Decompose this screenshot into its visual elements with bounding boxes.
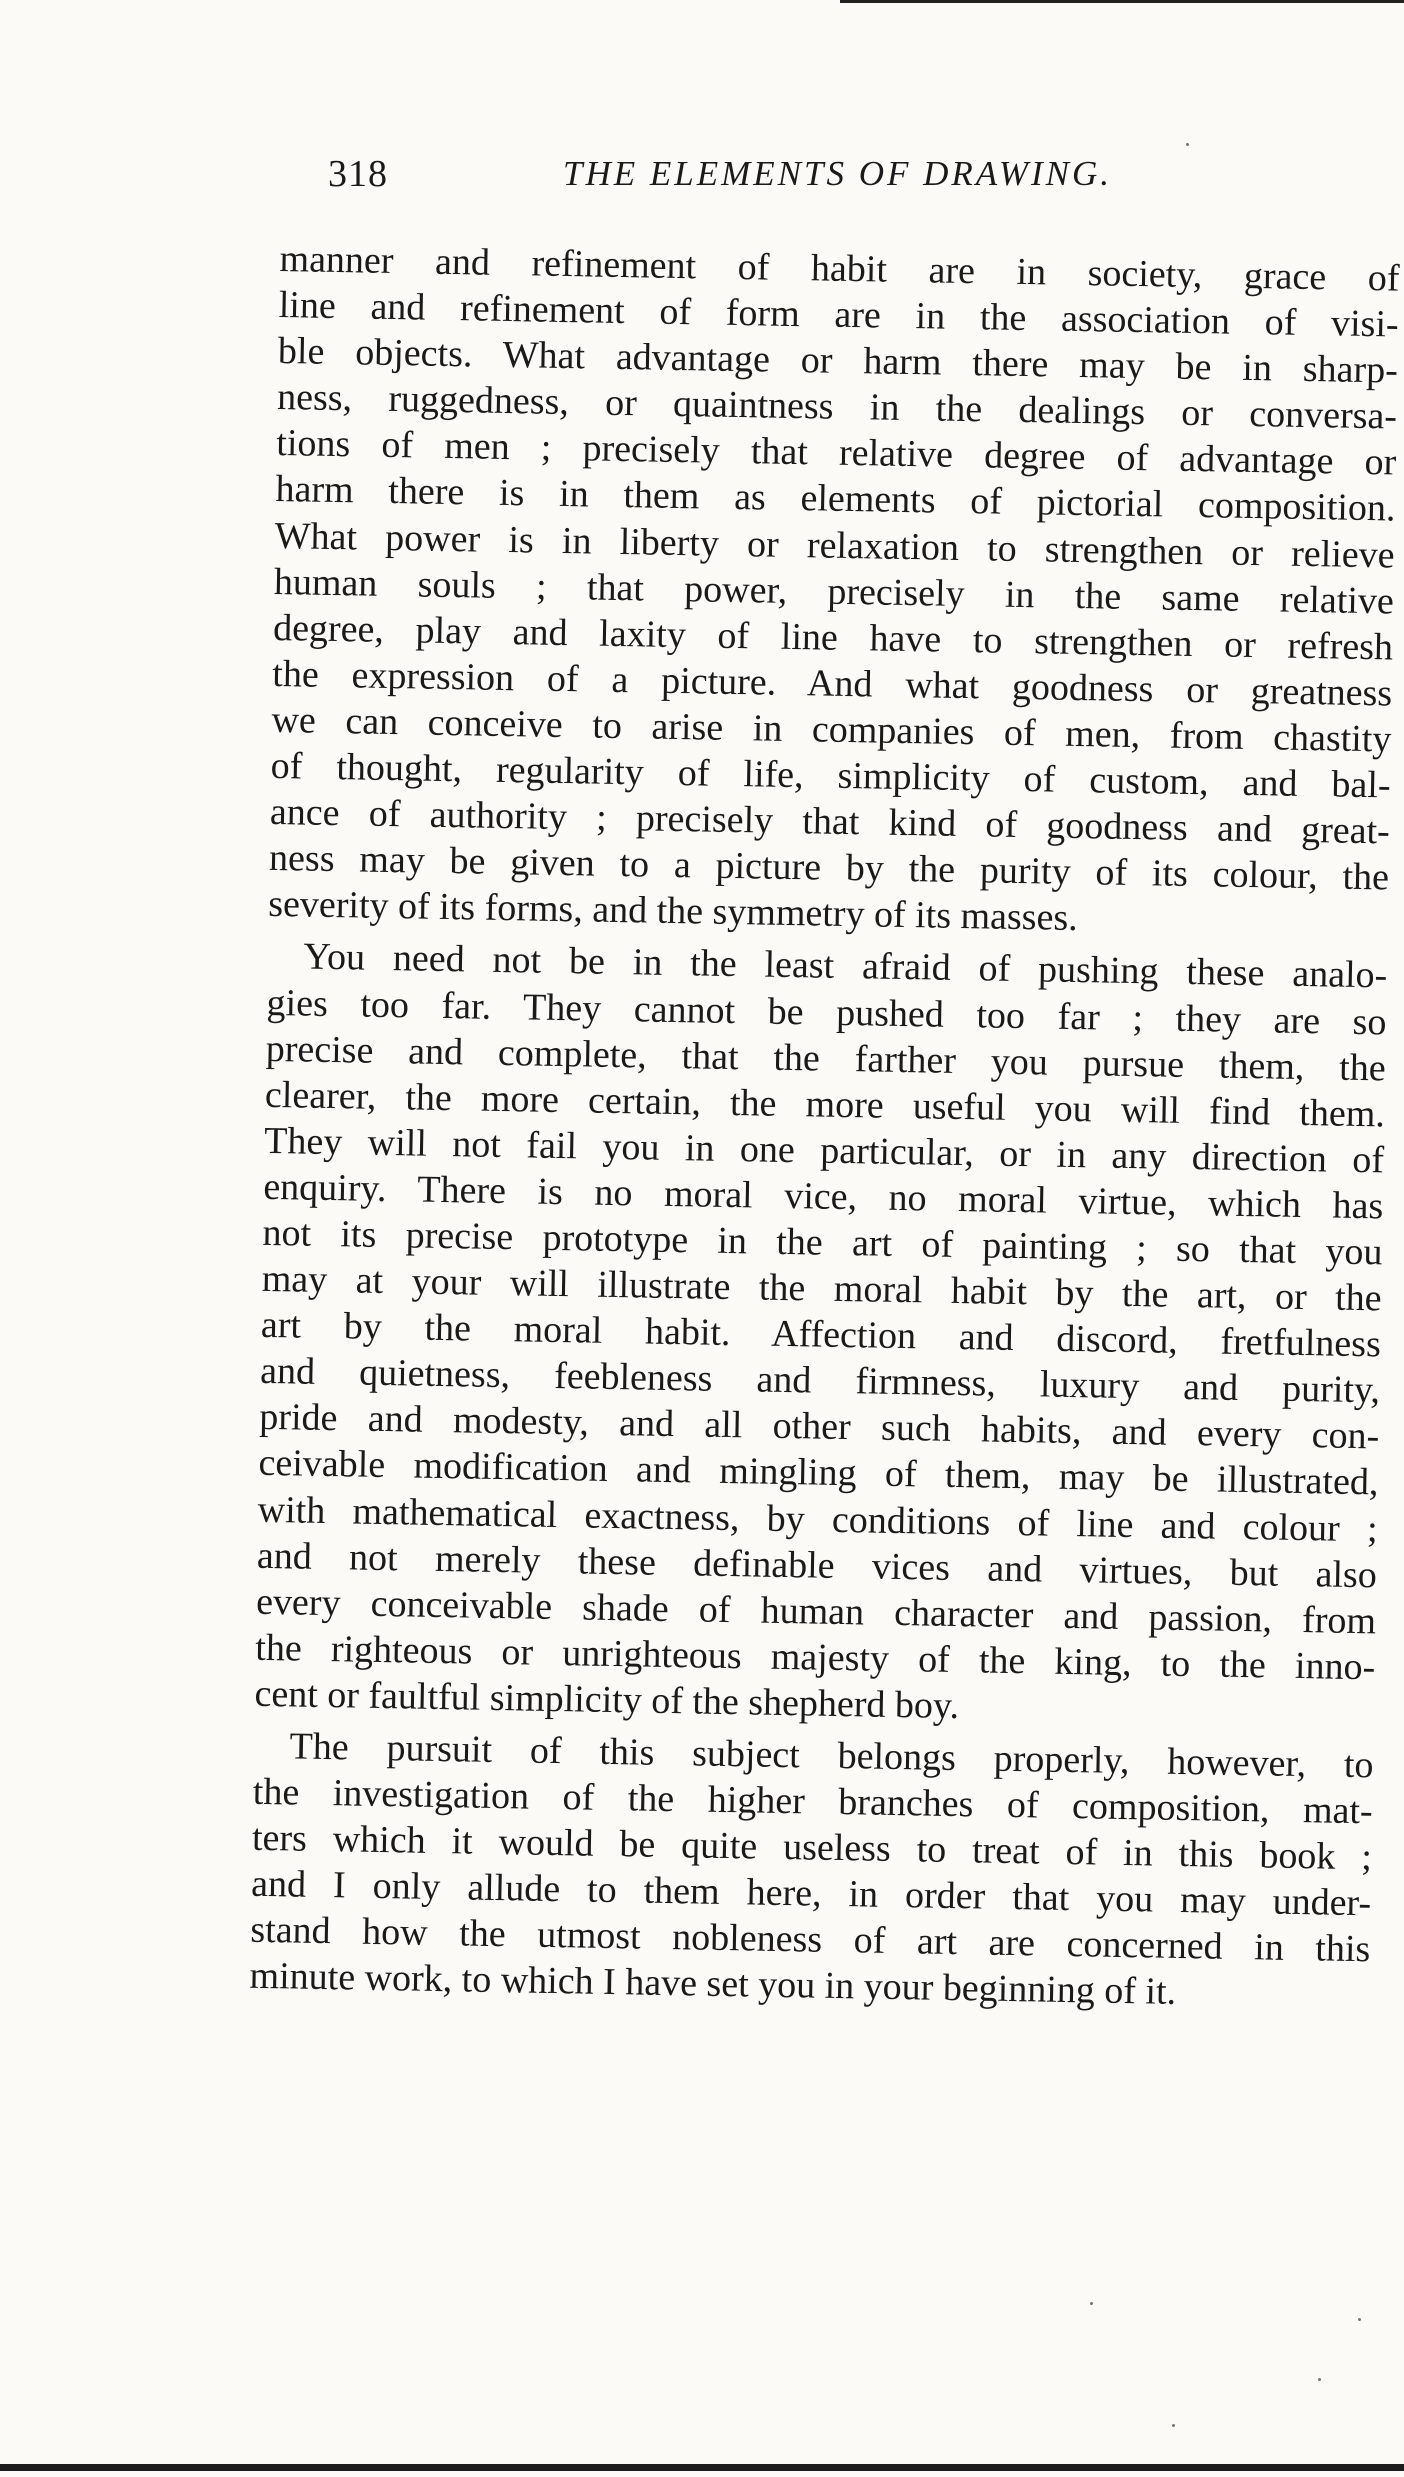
text-line: of thought, regularity of life, simplicity of custom, and bal- <box>270 744 1391 807</box>
text-line: clearer, the more certain, the more useful you will find them. <box>264 1073 1386 1136</box>
paper-speck <box>1172 2424 1175 2427</box>
text-line: tions of men ; precisely that relative degree of advantage or <box>276 422 1397 484</box>
text-line: cent or faultful simplicity of the shepherd boy. <box>254 1672 960 1727</box>
bottom-edge-rule <box>0 2464 1404 2471</box>
text-line: minute work, to which I have set you in your beginning of it. <box>249 1955 1177 2014</box>
text-line: gies too far. They cannot be pushed too far ; they are so <box>266 981 1387 1043</box>
paper-speck <box>1358 2318 1361 2321</box>
text-line: degree, play and laxity of line have to strengthen or refresh <box>272 606 1394 669</box>
text-line: What power is in liberty or relaxation to strengthen or relieve <box>274 514 1395 577</box>
paragraph-2 <box>254 933 1388 1736</box>
text-line: stand how the utmost nobleness of art are concerned in this <box>250 1909 1371 1971</box>
text-line: ance of authority ; precisely that kind of goodness and great- <box>269 791 1391 853</box>
text-line: precise and complete, that the farther you pursue them, the <box>265 1027 1387 1090</box>
text-line: manner and refinement of habit are in society, grace of <box>279 237 1400 300</box>
paragraph-3 <box>249 1723 1374 2019</box>
text-line: severity of its forms, and the symmetry of its masses. <box>267 883 1079 940</box>
paper-speck <box>1318 2378 1321 2381</box>
text-line: pride and modesty, and all other such habits, and every con- <box>259 1396 1380 1458</box>
text-line: They will not fail you in one particular, or in any direction of <box>263 1119 1385 1182</box>
text-line: The pursuit of this subject belongs properly, however, to <box>289 1725 1374 1787</box>
text-line: may at your will illustrate the moral habit by the art, or the <box>261 1257 1382 1320</box>
paragraph-1 <box>268 236 1400 947</box>
page-header <box>328 152 1218 212</box>
text-line: line and refinement of form are in the association of visi- <box>278 284 1399 346</box>
text-line: ness, ruggedness, or quaintness in the dealings or conversa- <box>276 376 1398 438</box>
page-number: 318 <box>328 153 388 195</box>
text-line: art by the moral habit. Affection and discord, fretfulness <box>260 1303 1382 1366</box>
text-line: harm there is in them as elements of pictorial composition. <box>275 468 1396 530</box>
top-edge-rule <box>840 0 1404 3</box>
text-line: the expression of a picture. And what goodness or greatness <box>271 652 1393 715</box>
text-line: the righteous or unrighteous majesty of the king, to the inno- <box>254 1626 1376 1689</box>
text-line: and I only allude to them here, in order that you may under- <box>250 1863 1372 1925</box>
text-line: with mathematical exactness, by conditions of line and colour ; <box>257 1488 1378 1550</box>
text-line: not its precise prototype in the art of painting ; so that you <box>262 1211 1383 1274</box>
text-line: human souls ; that power, precisely in the same relative <box>273 560 1395 623</box>
text-line: enquiry. There is no moral vice, no moral virtue, which has <box>263 1165 1384 1228</box>
text-line: ters which it would be quite useless to treat of in this book ; <box>251 1816 1373 1879</box>
text-line: ble objects. What advantage or harm there may be in sharp- <box>277 330 1399 392</box>
paper-speck <box>1090 2302 1093 2305</box>
text-line: every conceivable shade of human character and passion, from <box>255 1580 1377 1643</box>
text-line: ceivable modification and mingling of them, may be illustrated, <box>258 1442 1379 1504</box>
text-line: and quietness, feebleness and firmness, luxury and purity, <box>259 1350 1381 1412</box>
running-title: THE ELEMENTS OF DRAWING. <box>563 154 1113 193</box>
text-line: and not merely these definable vices and virtues, but also <box>256 1534 1378 1596</box>
body-text <box>248 236 1400 2075</box>
text-line: the investigation of the higher branches of composition, mat- <box>252 1770 1374 1833</box>
text-line: we can conceive to arise in companies of men, from chastity <box>271 698 1392 761</box>
text-line: You need not be in the least afraid of pushing these analo- <box>303 935 1388 997</box>
paper-speck <box>1186 143 1189 146</box>
text-line: ness may be given to a picture by the purity of its colour, the <box>268 837 1390 899</box>
